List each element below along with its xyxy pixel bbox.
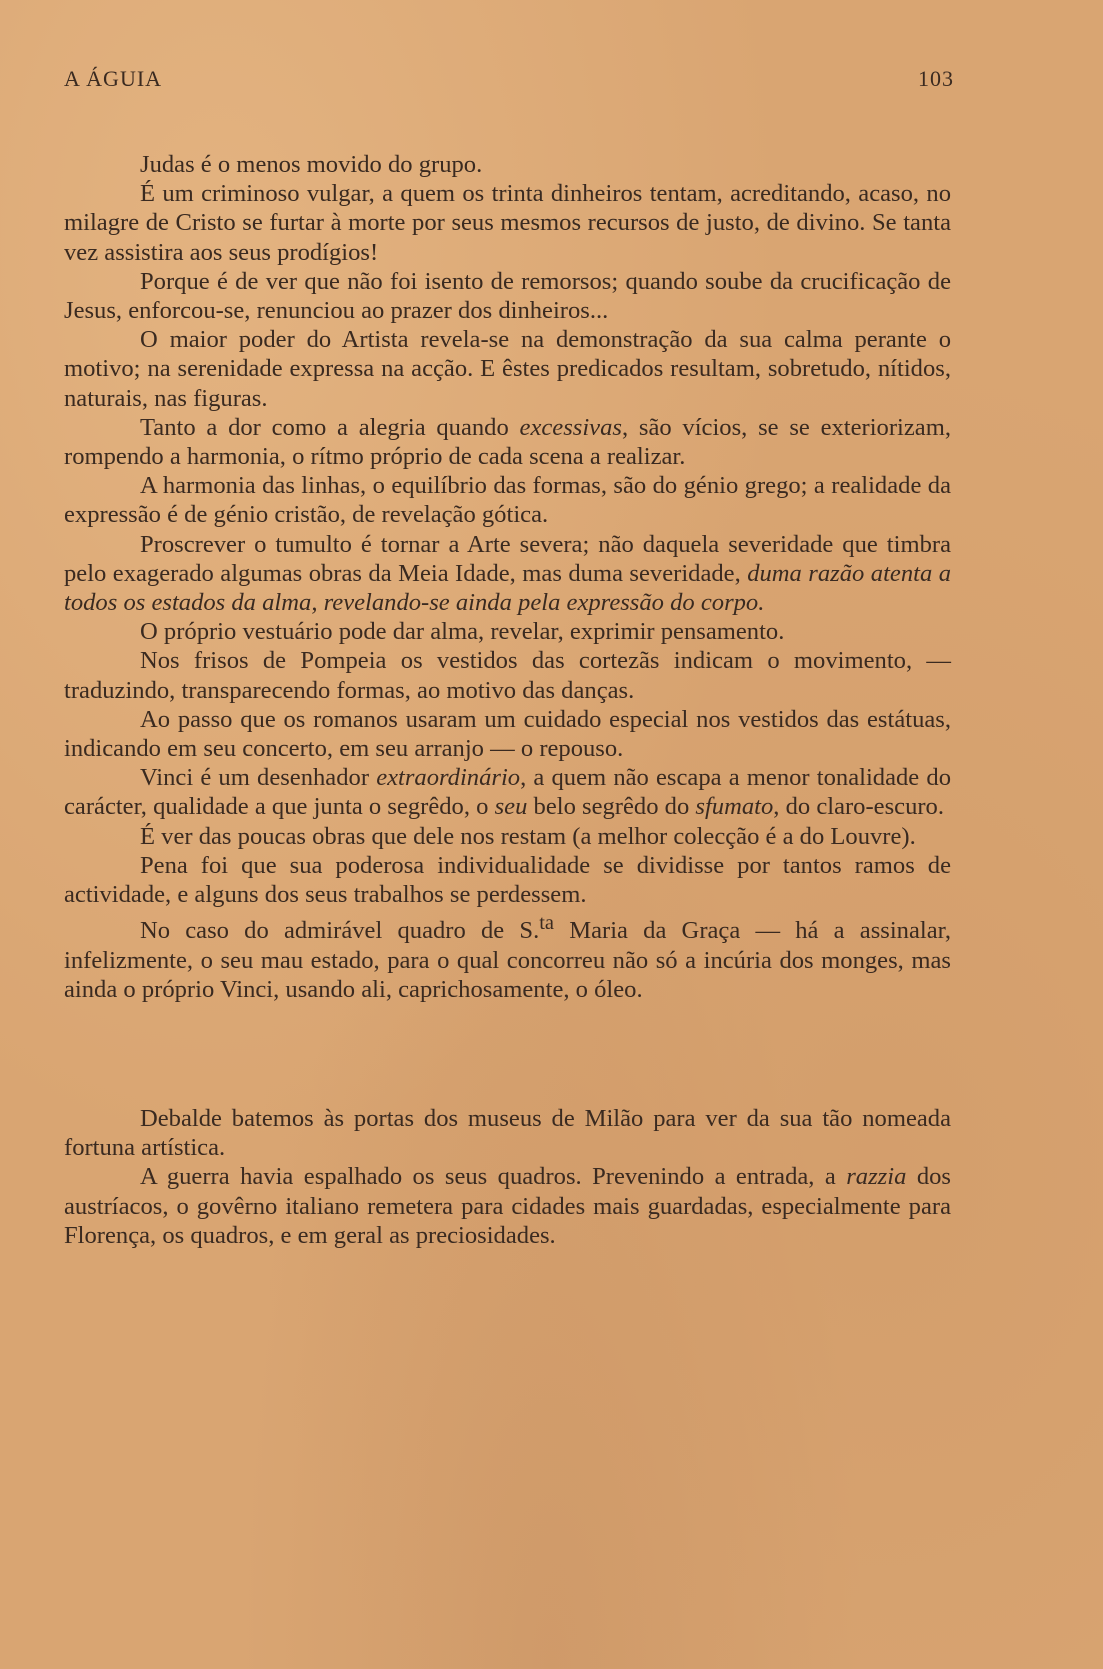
running-head	[64, 66, 954, 96]
section-break	[64, 1004, 951, 1104]
paragraph-individualidade: Pena foi que sua poderosa individualidade se dividisse por tantos ramos de actividade, e alguns dos seus trabalhos se perdessem.	[64, 851, 951, 909]
paragraph-pompeia: Nos frisos de Pompeia os vestidos das cortezãs indicam o movimento, — traduzindo, transparecendo formas, ao motivo das danças.	[64, 647, 951, 704]
paragraph-judas: Judas é o menos movido do grupo.	[140, 151, 483, 178]
paragraph-criminoso: É um criminoso vulgar, a quem os trinta dinheiros tentam, acreditando, acaso, no milagre de Cristo se furtar à morte por seus mesmos recursos de justo, de divino. Se tanta vez assistira aos seus prodígios!	[64, 180, 951, 266]
italic-text: excessivas	[519, 413, 622, 441]
paragraph-graca: No caso do admirável quadro de S.$^{ta}$ Maria da Graça — há a assinalar, infelizmente, o seu mau estado, para o qual concorreu não só a incúria dos monges, mas ainda o próprio Vinci, usando ali, caprichosamente, o óleo.	[64, 912, 951, 1003]
paragraph-poder-artista: O maior poder do Artista revela-se na demonstração da sua calma perante o motivo; na serenidade expressa na acção. E êstes predicados resultam, sobretudo, nítidos, naturais, nas figuras.	[64, 326, 951, 412]
page-number: 103	[918, 66, 954, 91]
paragraph-vestuario: O próprio vestuário pode dar alma, revelar, exprimir pensamento.	[140, 618, 785, 646]
paragraph-guerra: A guerra havia espalhado os seus quadros. Prevenindo a entrada, a razzia dos austríacos, o govêrno italiano remetera para cidades mais guardadas, especialmente para Florença, os quadros, e em geral as preciosidades.	[64, 1163, 951, 1249]
italic-text: razzia	[846, 1163, 907, 1191]
italic-text: extraordinário	[376, 764, 521, 792]
paragraph-louvre: É ver das poucas obras que dele nos restam (a melhor colecção é a do Louvre).	[140, 822, 916, 850]
paragraph-vinci-desenhador: Vinci é um desenhador extraordinário, a quem não escapa a menor tonalidade do carácter, qualidade a que junta o segrêdo, o seu belo segrêdo do sfumato, do claro-escuro.	[64, 764, 951, 821]
paragraph-milao: Debalde batemos às portas dos museus de Milão para ver da sua tão nomeada fortuna artística.	[64, 1105, 951, 1162]
paragraph-romanos: Ao passo que os romanos usaram um cuidado especial nos vestidos das estátuas, indicando em seu concerto, em seu arranjo — o repouso.	[64, 705, 951, 763]
journal-title: A ÁGUIA	[64, 66, 163, 91]
paragraph-harmonia: A harmonia das linhas, o equilíbrio das formas, são do génio grego; a realidade da expressão é de génio cristão, de revelação gótica.	[64, 472, 951, 529]
superscript-text: ta	[539, 912, 555, 935]
italic-text: seu	[494, 793, 528, 821]
body-text	[64, 150, 951, 1250]
italic-text: sfumato	[695, 793, 774, 821]
paragraph-dor-alegria: Tanto a dor como a alegria quando excessivas, são vícios, se se exteriorizam, rompendo a harmonia, o rítmo próprio de cada scena a realizar.	[64, 413, 951, 471]
paragraph-remorsos: Porque é de ver que não foi isento de remorsos; quando soube da crucificação de Jesus, enforcou-se, renunciou ao prazer dos dinheiros...	[64, 267, 951, 325]
italic-text: duma razão atenta a todos os estados da alma, revelando-se ainda pela expressão do corpo.	[64, 559, 951, 617]
paragraph-tumulto: Proscrever o tumulto é tornar a Arte severa; não daquela severidade que timbra pelo exagerado algumas obras da Meia Idade, mas duma severidade, duma razão atenta a todos os estados da alma, revelando-se ainda pela expressão do corpo.	[64, 530, 951, 617]
